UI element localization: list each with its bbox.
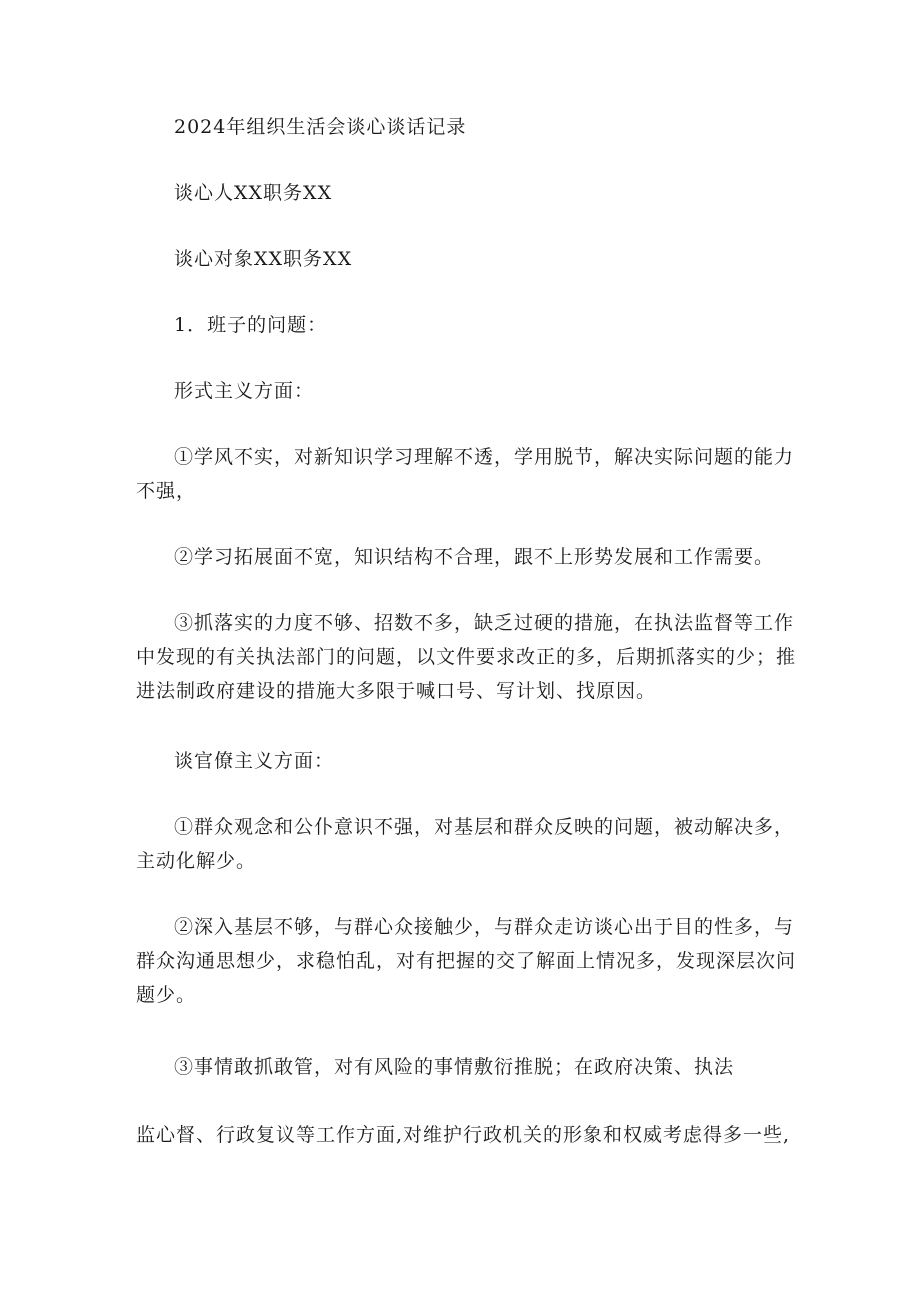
bureaucracy-heading: 谈官僚主义方面： xyxy=(174,750,335,772)
document-title: 2024年组织生活会谈心谈话记录 xyxy=(174,116,467,138)
bureaucracy-item-3: ③事情敢抓敢管，对有风险的事情敷衍推脱；在政府决策、执法 xyxy=(174,1056,735,1078)
formalism-item-2: ②学习拓展面不宽，知识结构不合理，跟不上形势发展和工作需要。 xyxy=(174,546,775,568)
section-heading: 1．班子的问题： xyxy=(174,314,328,336)
subject-line: 谈心对象XX职务XX xyxy=(174,248,353,270)
formalism-item-1: ①学风不实，对新知识学习理解不透，学用脱节，解决实际问题的能力不强， xyxy=(136,446,795,502)
formalism-item-3: ③抓落实的力度不够、招数不多，缺乏过硬的措施，在执法监督等工作中发现的有关执法部门的问题，以文件要求改正的多，后期抓落实的少；推进法制政府建设的措施大多限于喊口号、写计划、找原因。 xyxy=(136,612,797,702)
bureaucracy-item-2: ②深入基层不够，与群心众接触少，与群众走访谈心出于目的性多，与群众沟通思想少，求稳怕乱，对有把握的交了解面上情况多，发现深层次问题少。 xyxy=(136,916,797,1006)
talker-line: 谈心人XX职务XX xyxy=(174,182,333,204)
continuation-line: 监心督、行政复议等工作方面,对维护行政机关的形象和权威考虑得多一些, xyxy=(136,1124,791,1146)
formalism-heading: 形式主义方面： xyxy=(174,380,315,402)
bureaucracy-item-1: ①群众观念和公仆意识不强，对基层和群众反映的问题，被动解决多，主动化解少。 xyxy=(136,816,795,872)
